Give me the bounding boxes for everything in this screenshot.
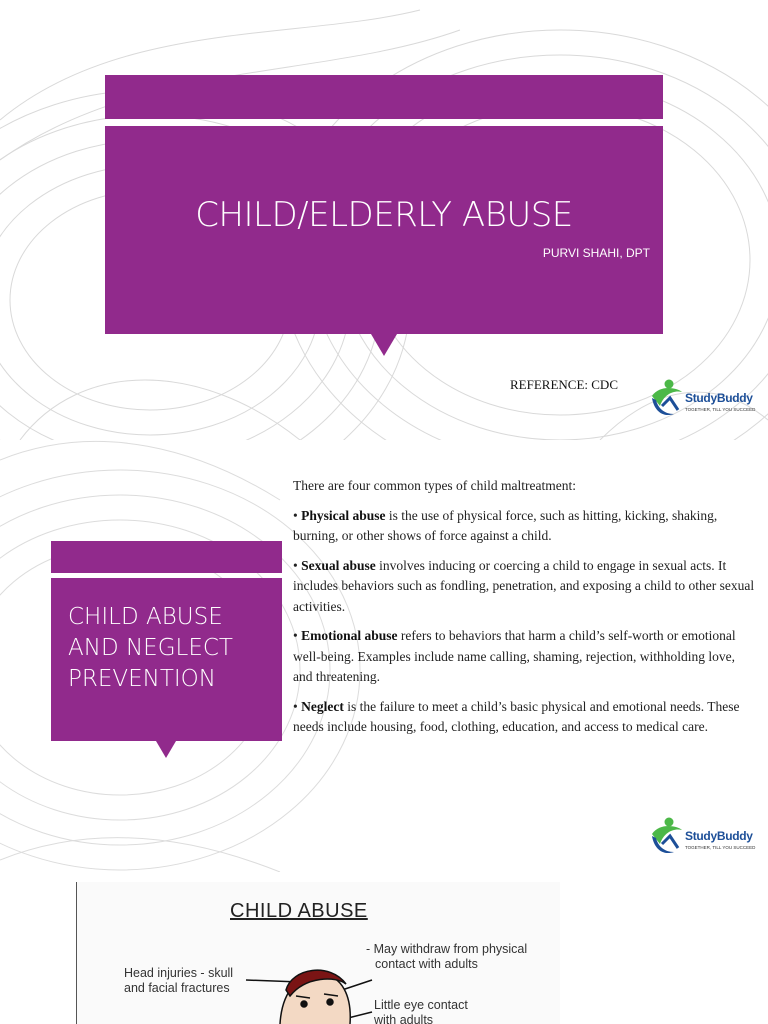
title-box-pointer xyxy=(371,334,397,356)
section-box-pointer xyxy=(156,741,176,758)
annotation-eye-contact xyxy=(374,998,468,1024)
definition: involves inducing or coercing a child to engage in sexual acts. It includes behaviors such as fondling, penetration, and exposing a child to other sexual activities. xyxy=(293,557,755,614)
studybuddy-logo-name: StudyBuddy xyxy=(685,829,753,843)
header-bar xyxy=(105,75,663,119)
definition: is the failure to meet a child’s basic physical and emotional needs. These needs include housing, food, clothing, education, and access to medical care. xyxy=(293,698,740,734)
annotation-line: with adults xyxy=(374,1013,434,1024)
bullet: • xyxy=(293,628,298,643)
studybuddy-logo-tagline: TOGETHER, TILL YOU SUCCEED xyxy=(685,845,756,850)
definition: is the use of physical force, such as hitting, kicking, shaking, burning, or other shows of force against a child. xyxy=(293,507,718,543)
author-name: PURVI SHAHI, DPT xyxy=(542,246,650,260)
illustration-title: CHILD ABUSE xyxy=(230,900,368,922)
annotation-line: contact with adults xyxy=(375,957,478,971)
list-item xyxy=(293,626,755,688)
content-slide xyxy=(0,440,768,872)
annotation-head-injuries xyxy=(124,966,233,996)
section-title xyxy=(68,602,273,695)
section-title-line: CHILD ABUSE xyxy=(68,604,223,630)
reference-text: REFERENCE: CDC xyxy=(510,377,618,392)
studybuddy-logo-icon xyxy=(648,814,688,858)
term: Emotional abuse xyxy=(301,628,398,643)
studybuddy-logo-tagline: TOGETHER, TILL YOU SUCCEED xyxy=(685,407,756,412)
slide-title: CHILD/ELDERLY ABUSE xyxy=(195,195,573,235)
bullet: • xyxy=(293,557,298,573)
studybuddy-logo-icon xyxy=(648,376,688,420)
bullet: • xyxy=(293,507,298,523)
list-item xyxy=(293,556,755,618)
maltreatment-text xyxy=(293,476,755,747)
section-title-line: AND NEGLECT xyxy=(68,635,233,661)
illustration-slide xyxy=(0,872,768,1024)
annotation-line: Head injuries - skull xyxy=(124,966,234,980)
studybuddy-logo xyxy=(648,376,760,420)
annotation-line: - May withdraw from physical xyxy=(366,942,528,956)
list-item xyxy=(293,697,755,738)
studybuddy-logo-name: StudyBuddy xyxy=(685,391,753,405)
annotation-line: Little eye contact xyxy=(374,998,468,1012)
bullet: • xyxy=(293,698,298,714)
annotation-withdraw xyxy=(366,942,527,972)
term: Neglect xyxy=(301,698,344,714)
term: Physical abuse xyxy=(301,507,386,523)
section-header-bar xyxy=(51,541,282,573)
list-item xyxy=(293,506,755,547)
intro-paragraph: There are four common types of child maltreatment: xyxy=(293,478,577,493)
studybuddy-logo xyxy=(648,814,760,858)
term: Sexual abuse xyxy=(301,557,376,573)
section-title-line: PREVENTION xyxy=(68,666,216,692)
definition: refers to behaviors that harm a child’s self-worth or emotional well-being. Examples include name calling, shaming, rejection, withholding love, and threatening. xyxy=(293,628,736,684)
annotation-line: and facial fractures xyxy=(124,981,230,995)
panel-left-edge xyxy=(76,882,77,1024)
title-slide xyxy=(0,0,768,440)
